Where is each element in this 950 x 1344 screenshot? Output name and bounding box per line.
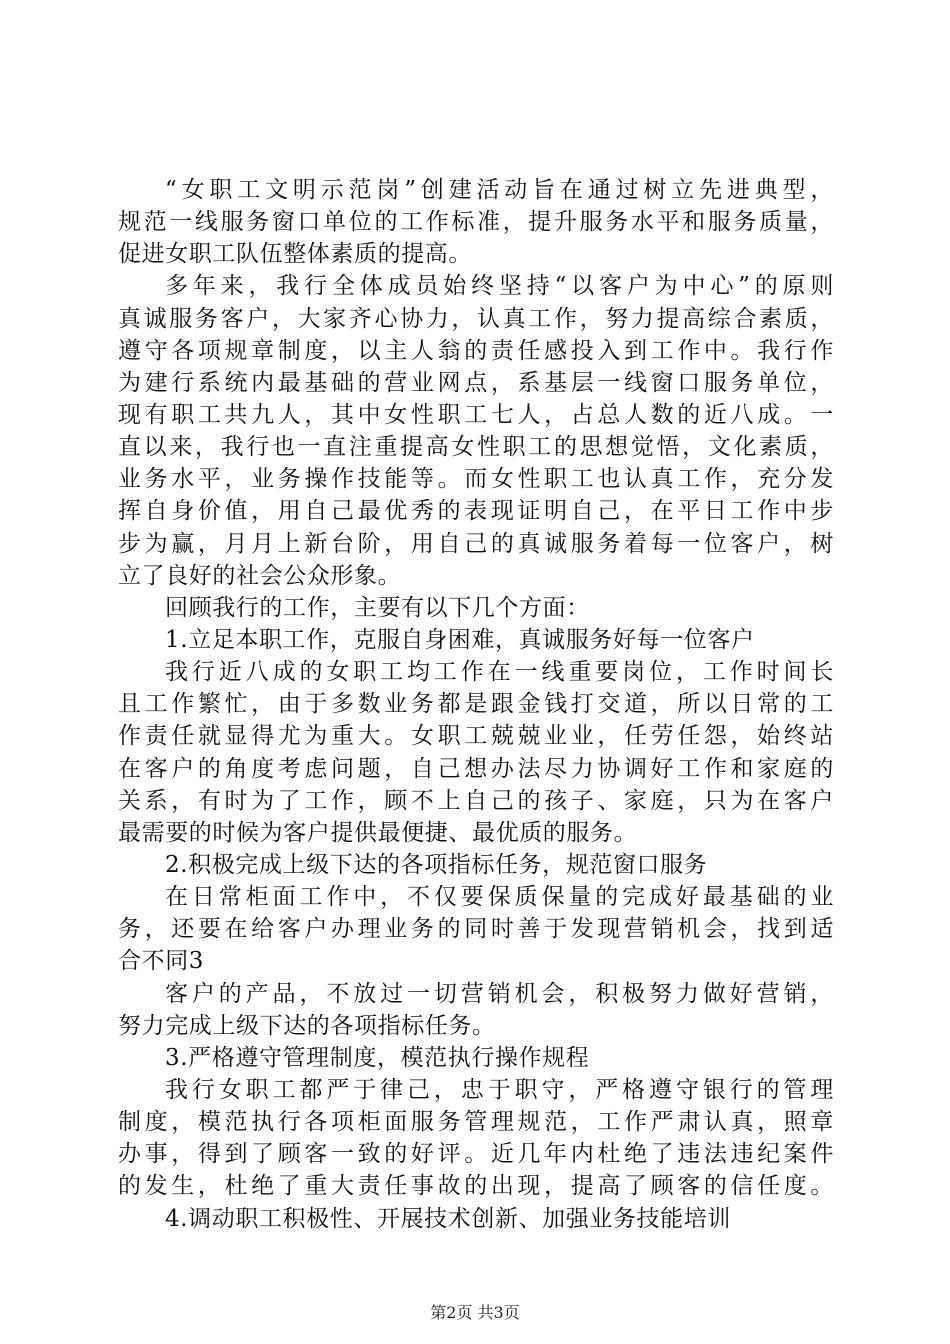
paragraph-line: 办事，得到了顾客一致的好评。近几年内杜绝了违法违纪案件 xyxy=(118,1141,834,1168)
paragraph-line: “女职工文明示范岗”创建活动旨在通过树立先进典型， xyxy=(165,177,834,203)
paragraph-line: 的发生，杜绝了重大责任事故的出现，提高了顾客的信任度。 xyxy=(118,1173,834,1200)
paragraph-line: 努力完成上级下达的各项指标任务。 xyxy=(118,1012,496,1039)
paragraph-line: 直以来，我行也一直注重提高女性职工的思想觉悟，文化素质， xyxy=(118,434,834,461)
paragraph-line: 我行近八成的女职工均工作在一线重要岗位，工作时间长 xyxy=(165,659,834,686)
paragraph-line: 最需要的时候为客户提供最便捷、最优质的服务。 xyxy=(118,819,638,846)
paragraph-line: 务，还要在给客户办理业务的同时善于发现营销机会，找到适 xyxy=(118,916,834,943)
page-number-footer: 第2页 共3页 xyxy=(430,1303,520,1322)
paragraph-line: 合不同3 xyxy=(118,948,205,975)
paragraph-line: 我行女职工都严于律己，忠于职守，严格遵守银行的管理 xyxy=(165,1076,834,1103)
paragraph-line: 在日常柜面工作中，不仅要保质保量的完成好最基础的业 xyxy=(165,884,834,911)
paragraph-line: 制度，模范执行各项柜面服务管理规范，工作严肃认真，照章 xyxy=(118,1109,834,1136)
paragraph-line: 规范一线服务窗口单位的工作标准，提升服务水平和服务质量， xyxy=(118,209,834,236)
section-heading: 2.积极完成上级下达的各项指标任务，规范窗口服务 xyxy=(165,851,708,878)
paragraph-line: 作责任就显得尤为重大。女职工兢兢业业，任劳任怨，始终站 xyxy=(118,723,834,750)
paragraph-line: 挥自身价值，用自己最优秀的表现证明自己，在平日工作中步 xyxy=(118,498,834,525)
paragraph-line: 关系，有时为了工作，顾不上自己的孩子、家庭，只为在客户 xyxy=(118,787,834,814)
section-heading: 1.立足本职工作，克服自身困难，真诚服务好每一位客户 xyxy=(165,626,755,653)
paragraph-line: 客户的产品，不放过一切营销机会，积极努力做好营销， xyxy=(165,980,834,1007)
paragraph-line: 促进女职工队伍整体素质的提高。 xyxy=(118,241,472,268)
paragraph-line: 回顾我行的工作，主要有以下几个方面： xyxy=(165,594,590,621)
paragraph-line: 真诚服务客户，大家齐心协力，认真工作，努力提高综合素质， xyxy=(118,305,834,332)
paragraph-line: 遵守各项规章制度，以主人翁的责任感投入到工作中。我行作 xyxy=(118,337,834,364)
paragraph-line: 现有职工共九人，其中女性职工七人，占总人数的近八成。一 xyxy=(118,401,834,428)
paragraph-line: 业务水平，业务操作技能等。而女性职工也认真工作，充分发 xyxy=(118,466,834,493)
paragraph-line: 在客户的角度考虑问题，自己想办法尽力协调好工作和家庭的 xyxy=(118,755,834,782)
document-body xyxy=(118,174,834,1235)
paragraph-line: 为建行系统内最基础的营业网点，系基层一线窗口服务单位， xyxy=(118,369,834,396)
paragraph-line: 多年来，我行全体成员始终坚持“以客户为中心”的原则 xyxy=(165,273,834,300)
section-heading: 4.调动职工积极性、开展技术创新、加强业务技能培训 xyxy=(165,1205,731,1232)
section-heading: 3.严格遵守管理制度，模范执行操作规程 xyxy=(165,1044,590,1071)
paragraph-line: 立了良好的社会公众形象。 xyxy=(118,562,402,589)
paragraph-line: 步为赢，月月上新台阶，用自己的真诚服务着每一位客户，树 xyxy=(118,530,834,557)
paragraph-line: 且工作繁忙，由于多数业务都是跟金钱打交道，所以日常的工 xyxy=(118,691,834,718)
